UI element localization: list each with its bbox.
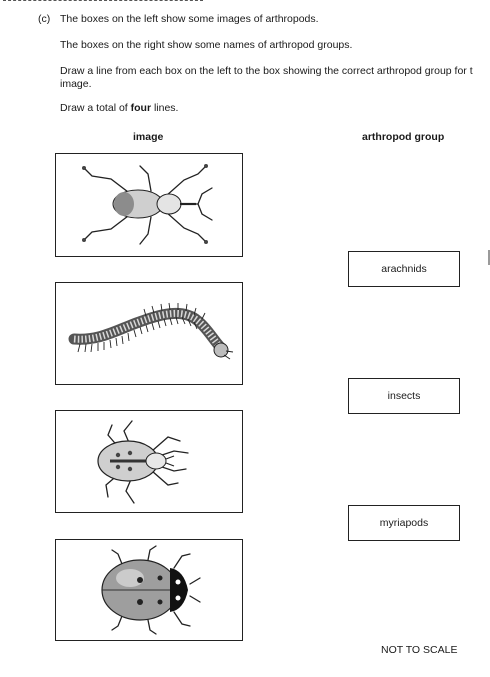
image-box-ladybird[interactable] xyxy=(55,539,243,641)
image-box-spider[interactable] xyxy=(55,410,243,513)
image-column-header: image xyxy=(133,131,164,143)
instruction-line-2: The boxes on the right show some names of arthropod groups. xyxy=(60,39,353,51)
image-box-weevil[interactable] xyxy=(55,153,243,257)
instruction-line-3-end: image. xyxy=(60,78,92,90)
spider-icon xyxy=(56,411,242,512)
group-box-insects[interactable]: insects xyxy=(348,378,460,414)
instruction-line-3: Draw a line from each box on the left to the box showing the correct arthropod group for t xyxy=(60,65,473,77)
group-box-myriapods[interactable]: myriapods xyxy=(348,505,460,541)
group-box-arachnids[interactable]: arachnids xyxy=(348,251,460,287)
ladybird-icon xyxy=(56,540,242,640)
question-label: (c) xyxy=(38,13,51,25)
image-box-millipede[interactable] xyxy=(55,282,243,385)
millipede-icon xyxy=(56,283,242,384)
instruction-line-4: Draw a total of four lines. xyxy=(60,102,179,114)
emphasis-four: four xyxy=(130,102,152,114)
header-rule xyxy=(3,0,203,4)
instruction-line-1: The boxes on the left show some images of arthropods. xyxy=(60,13,319,25)
group-column-header: arthropod group xyxy=(362,131,445,143)
scale-note: NOT TO SCALE xyxy=(381,644,458,656)
weevil-icon xyxy=(56,154,242,256)
